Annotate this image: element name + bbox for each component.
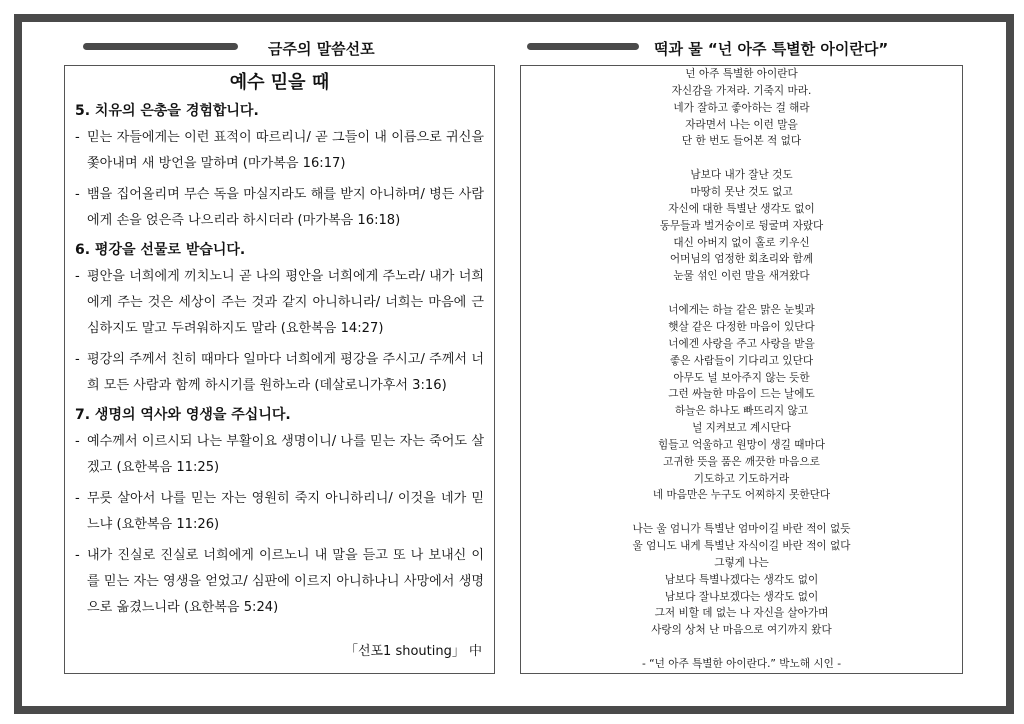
poem-line: 넌 아주 특별한 아이란다 (685, 68, 798, 80)
poem-line: 남보다 잘나보겠다는 생각도 없이 (664, 590, 819, 603)
bullet-dash: - (75, 491, 80, 506)
section-heading: 5. 치유의 은총을 경험합니다. (75, 103, 259, 119)
poem (521, 66, 962, 673)
poem-stanza (521, 521, 962, 639)
poem-line: 어머님의 엄정한 회초리와 함께 (669, 253, 814, 266)
section-heading: 6. 평강을 선물로 받습니다. (75, 242, 246, 258)
verse-text: 내가 진실로 진실로 너희에게 이르노니 내 말을 듣고 또 나 보내신 이를 믿는 자는 영생을 얻었고/ 심판에 이르지 아니하나니 사망에서 생명으로 옮겼느니라 (요한복음 5:24) (87, 548, 484, 615)
bullet-dash: - (75, 130, 80, 145)
bullet-dash: - (75, 434, 80, 449)
verse-item (75, 182, 484, 234)
verse-item (75, 125, 484, 177)
poem-line: 햇살 같은 다정한 마음이 있단다 (668, 320, 815, 333)
verse-text: 믿는 자들에게는 이런 표적이 따르리니/ 곧 그들이 내 이름으로 귀신을 쫓아내며 새 방언을 말하며 (마가복음 16:17) (87, 130, 484, 171)
verse-item (75, 429, 484, 481)
poem-line: 남보다 내가 잘난 것도 (690, 169, 793, 182)
verse-item (75, 486, 484, 538)
poem-line: 자신감을 가져라. 기죽지 마라. (671, 84, 812, 97)
section-heading: 7. 생명의 역사와 영생을 주십니다. (75, 407, 291, 423)
poem-line: 그런 싸늘한 마음이 드는 날에도 (668, 388, 815, 401)
bullet-dash: - (75, 548, 80, 563)
poem-line: 자신에 대한 특별난 생각도 없이 (668, 202, 815, 215)
verse-text: 무릇 살아서 나를 믿는 자는 영원히 죽지 아니하리니/ 이것을 네가 믿느냐 (요한복음 11:26) (87, 491, 484, 532)
verse-item (75, 347, 484, 399)
poem-line: 마땅히 못난 것도 없고 (690, 186, 793, 199)
poem-line: 너에겐 사랑을 주고 사랑을 받을 (668, 337, 815, 350)
poem-stanza (521, 167, 962, 285)
poem-line: 너에게는 하늘 같은 맑은 눈빛과 (668, 304, 815, 317)
verse-item (75, 264, 484, 342)
poem-line: 아무도 널 보아주지 않는 듯한 (673, 371, 810, 384)
verse-text: 뱀을 집어올리며 무슨 독을 마실지라도 해를 받지 아니하며/ 병든 사람에게 손을 얹은즉 나으리라 하시더라 (마가복음 16:18) (87, 187, 484, 228)
poem-line: 사랑의 상처 난 마음으로 여기까지 왔다 (651, 624, 832, 637)
bullet-dash: - (75, 352, 80, 367)
poem-line: 힘들고 억울하고 원망이 생길 때마다 (658, 438, 825, 451)
bullet-dash: - (75, 187, 80, 202)
poem-line: 좋은 사람들이 기다리고 있단다 (669, 354, 814, 367)
poem-line: 동무들과 벌거숭이로 뒹굴며 자랐다 (659, 219, 824, 232)
bullet-dash: - (75, 269, 80, 284)
sermon-sections (75, 100, 484, 621)
poem-stanza (521, 66, 962, 150)
sermon-source: 「선포1 shouting」 中 (344, 644, 482, 659)
poem-line: 단 한 번도 들어본 적 없다 (681, 135, 802, 148)
poem-line: 자라면서 나는 이런 말을 (685, 118, 798, 131)
poem-stanza (521, 302, 962, 504)
verse-text: 예수께서 이르시되 나는 부활이요 생명이니/ 나를 믿는 자는 죽어도 살겠고 (요한복음 11:25) (87, 434, 484, 475)
poem-line: 그렇게 나는 (714, 556, 769, 569)
poem-line: 기도하고 기도하거라 (693, 472, 790, 485)
poem-line: 하늘은 하나도 빠뜨리지 않고 (675, 405, 808, 418)
poem-line: 널 지켜보고 계시단다 (692, 422, 791, 435)
poem-line: 나는 울 엄니가 특별난 엄마이길 바란 적이 없듯 (632, 523, 851, 536)
right-header-bar (527, 43, 639, 50)
poem-line: 고귀한 뜻을 품은 깨끗한 마음으로 (663, 455, 820, 468)
verse-item (75, 543, 484, 621)
poem-line: 네가 잘하고 좋아하는 걸 해라 (673, 101, 810, 114)
poem-line: 그저 비할 데 없는 나 자신을 살아가며 (654, 607, 829, 620)
sermon-title: 예수 믿을 때 (229, 72, 330, 93)
poem-panel (520, 65, 963, 674)
sermon-panel (64, 65, 495, 674)
poem-line: 남보다 특별나겠다는 생각도 없이 (664, 573, 819, 586)
poem-line: 대신 아버지 없이 홀로 키우신 (673, 236, 810, 249)
poem-line: 눈물 섞인 이런 말을 새겨왔다 (673, 270, 810, 283)
verse-text: 평강의 주께서 친히 때마다 일마다 너희에게 평강을 주시고/ 주께서 너희 모든 사람과 함께 하시기를 원하노라 (데살로니가후서 3:16) (87, 352, 484, 393)
poem-attribution: - “넌 아주 특별한 아이란다.” 박노해 시인 - (641, 658, 842, 671)
verse-text: 평안을 너희에게 끼치노니 곧 나의 평안을 너희에게 주노라/ 내가 너희에게 주는 것은 세상이 주는 것과 같지 아니하니라/ 너희는 마음에 근심하지도 말고 두려워하지도 말라 (요한복음 14:27) (87, 269, 484, 336)
poem-line: 울 엄니도 내게 특별난 자식이길 바란 적이 없다 (632, 540, 851, 553)
left-header-title: 금주의 말씀선포 (268, 40, 375, 58)
right-header-title: 떡과 물 “넌 아주 특별한 아이란다” (654, 40, 889, 58)
left-header-bar (83, 43, 238, 50)
poem-line: 네 마음만은 누구도 어찌하지 못한단다 (652, 489, 831, 502)
